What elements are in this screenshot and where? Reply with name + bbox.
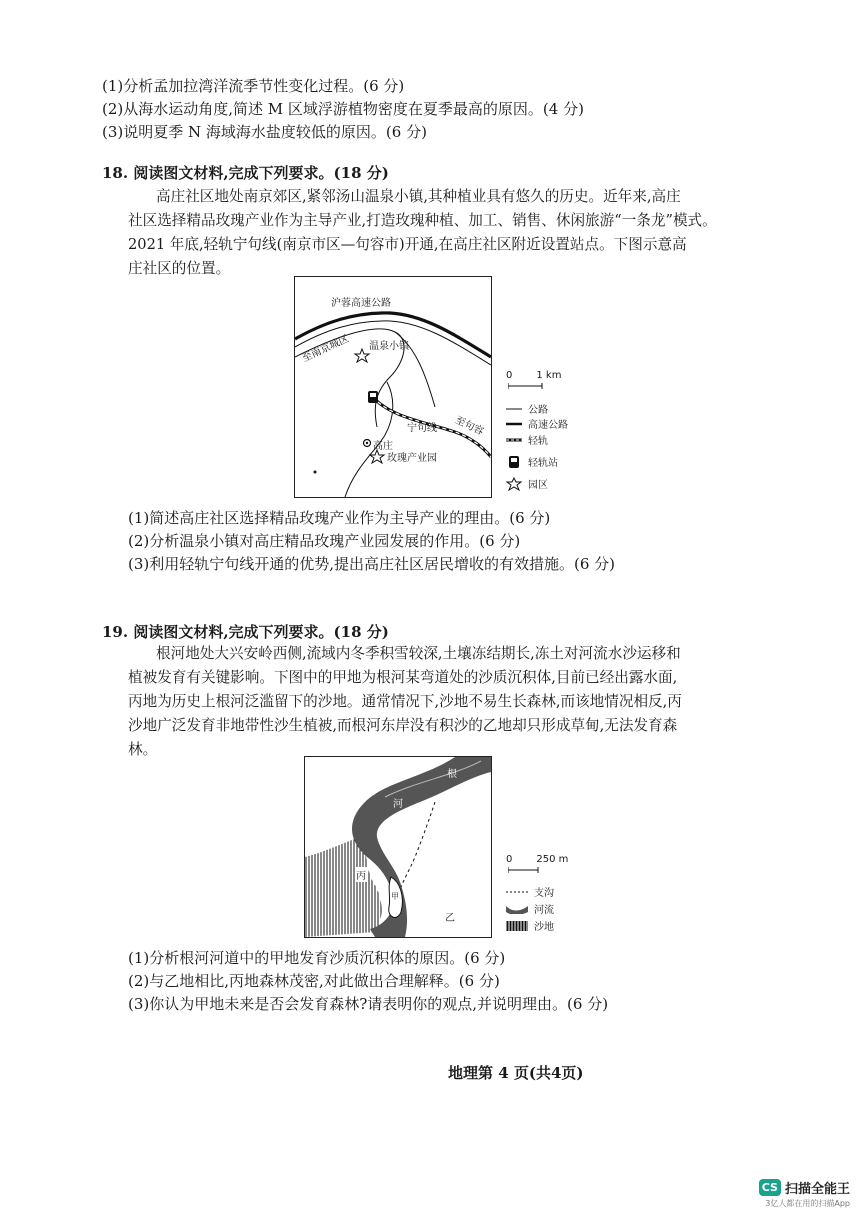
legend-expressway: 高速公路	[528, 420, 568, 431]
q19-sub2: (2)与乙地相比,丙地森林茂密,对此做出合理解释。(6 分)	[128, 972, 500, 990]
q18-paragraph-line: 庄社区的位置。	[128, 260, 231, 277]
map-label-rose-park: 玫瑰产业园	[387, 453, 437, 464]
q17-sub3: (3)说明夏季 N 海域海水盐度较低的原因。(6 分)	[102, 123, 427, 141]
q19-sub3: (3)你认为甲地未来是否会发育森林?请表明你的观点,并说明理由。(6 分)	[128, 995, 609, 1013]
scale-m: 250 m	[536, 854, 569, 865]
map-label-hot-spring-town: 温泉小镇	[369, 341, 409, 352]
scale-zero: 0	[506, 854, 513, 865]
q18-paragraph-line: 2021 年底,轻轨宁句线(南京市区—句容市)开通,在高庄社区附近设置站点。下图示意高	[128, 236, 687, 253]
q18-sub1: (1)简述高庄社区选择精品玫瑰产业作为主导产业的理由。(6 分)	[128, 509, 551, 527]
q19-map-legend	[506, 854, 586, 934]
q18-sub3: (3)利用轻轨宁句线开通的优势,提出高庄社区居民增收的有效措施。(6 分)	[128, 555, 616, 573]
map-label-gen: 根	[447, 769, 457, 780]
q18-map-drawing	[295, 277, 491, 497]
q19-river-map	[304, 756, 492, 938]
camscanner-logo-icon: CS	[759, 1179, 781, 1196]
q19-sub1: (1)分析根河河道中的甲地发育沙质沉积体的原因。(6 分)	[128, 949, 506, 967]
brand-subtitle: 3亿人都在用的扫描App	[765, 1199, 850, 1208]
q18-title: 18. 阅读图文材料,完成下列要求。(18 分)	[102, 164, 389, 182]
q17-sub2: (2)从海水运动角度,简述 M 区域浮游植物密度在夏季最高的原因。(4 分)	[102, 100, 584, 118]
scale-bar	[506, 854, 568, 865]
map-label-to-jurong: 至句容	[453, 414, 486, 438]
q19-map-drawing	[305, 757, 491, 937]
q18-sub2: (2)分析温泉小镇对高庄精品玫瑰产业园发展的作用。(6 分)	[128, 532, 521, 550]
scale-km: 1 km	[536, 370, 562, 381]
map-label-yi: 乙	[445, 913, 455, 924]
q18-location-map	[294, 276, 492, 498]
q19-paragraph-line: 林。	[128, 741, 158, 758]
map-label-gaozhuang: 高庄	[373, 441, 393, 452]
q18-paragraph-line: 社区选择精品玫瑰产业作为主导产业,打造玫瑰种植、加工、销售、休闲旅游“一条龙”模式。	[128, 212, 717, 229]
town-park-icon	[355, 349, 369, 362]
legend-river: 河流	[506, 901, 554, 916]
map-label-jia: 甲	[391, 892, 399, 901]
q18-map-legend	[506, 370, 586, 500]
map-label-he: 河	[393, 799, 403, 810]
q19-paragraph-line: 根河地处大兴安岭西侧,流域内冬季积雪较深,土壤冻结期长,冻土对河流水沙运移和	[156, 645, 681, 662]
scanner-brand-watermark	[759, 1178, 850, 1209]
page-footer: 地理第 4 页(共4页)	[448, 1064, 584, 1082]
legend-sand: 沙地	[506, 918, 554, 933]
scale-bar	[506, 370, 561, 381]
scale-zero: 0	[506, 370, 513, 381]
legend-lightrail: 轻轨	[528, 436, 548, 447]
q19-paragraph-line: 丙地为历史上根河泛滥留下的沙地。通常情况下,沙地不易生长森林,而该地情况相反,丙	[128, 693, 682, 710]
map-label-bing: 丙	[355, 867, 367, 882]
legend-park: 园区	[506, 476, 548, 491]
park-icon	[506, 477, 522, 491]
q19-paragraph-line: 沙地广泛发育非地带性沙生植被,而根河东岸没有积沙的乙地却只形成草甸,无法发育森	[128, 717, 678, 734]
q19-title: 19. 阅读图文材料,完成下列要求。(18 分)	[102, 623, 389, 641]
legend-gully: 支沟	[534, 888, 554, 899]
map-label-to-nanjing: 至南京城区	[300, 333, 351, 365]
map-label-ningju-line: 宁句线	[407, 423, 437, 434]
brand-name: 扫描全能王	[784, 1182, 850, 1197]
map-label-highway: 沪蓉高速公路	[331, 298, 391, 309]
legend-station: 轻轨站	[506, 454, 558, 469]
legend-road: 公路	[528, 405, 548, 416]
q19-paragraph-line: 植被发育有关键影响。下图中的甲地为根河某弯道处的沙质沉积体,目前已经出露水面,	[128, 669, 678, 686]
q18-paragraph-line: 高庄社区地处南京郊区,紧邻汤山温泉小镇,其种植业具有悠久的历史。近年来,高庄	[156, 188, 681, 205]
q17-sub1: (1)分析孟加拉湾洋流季节性变化过程。(6 分)	[102, 77, 405, 95]
